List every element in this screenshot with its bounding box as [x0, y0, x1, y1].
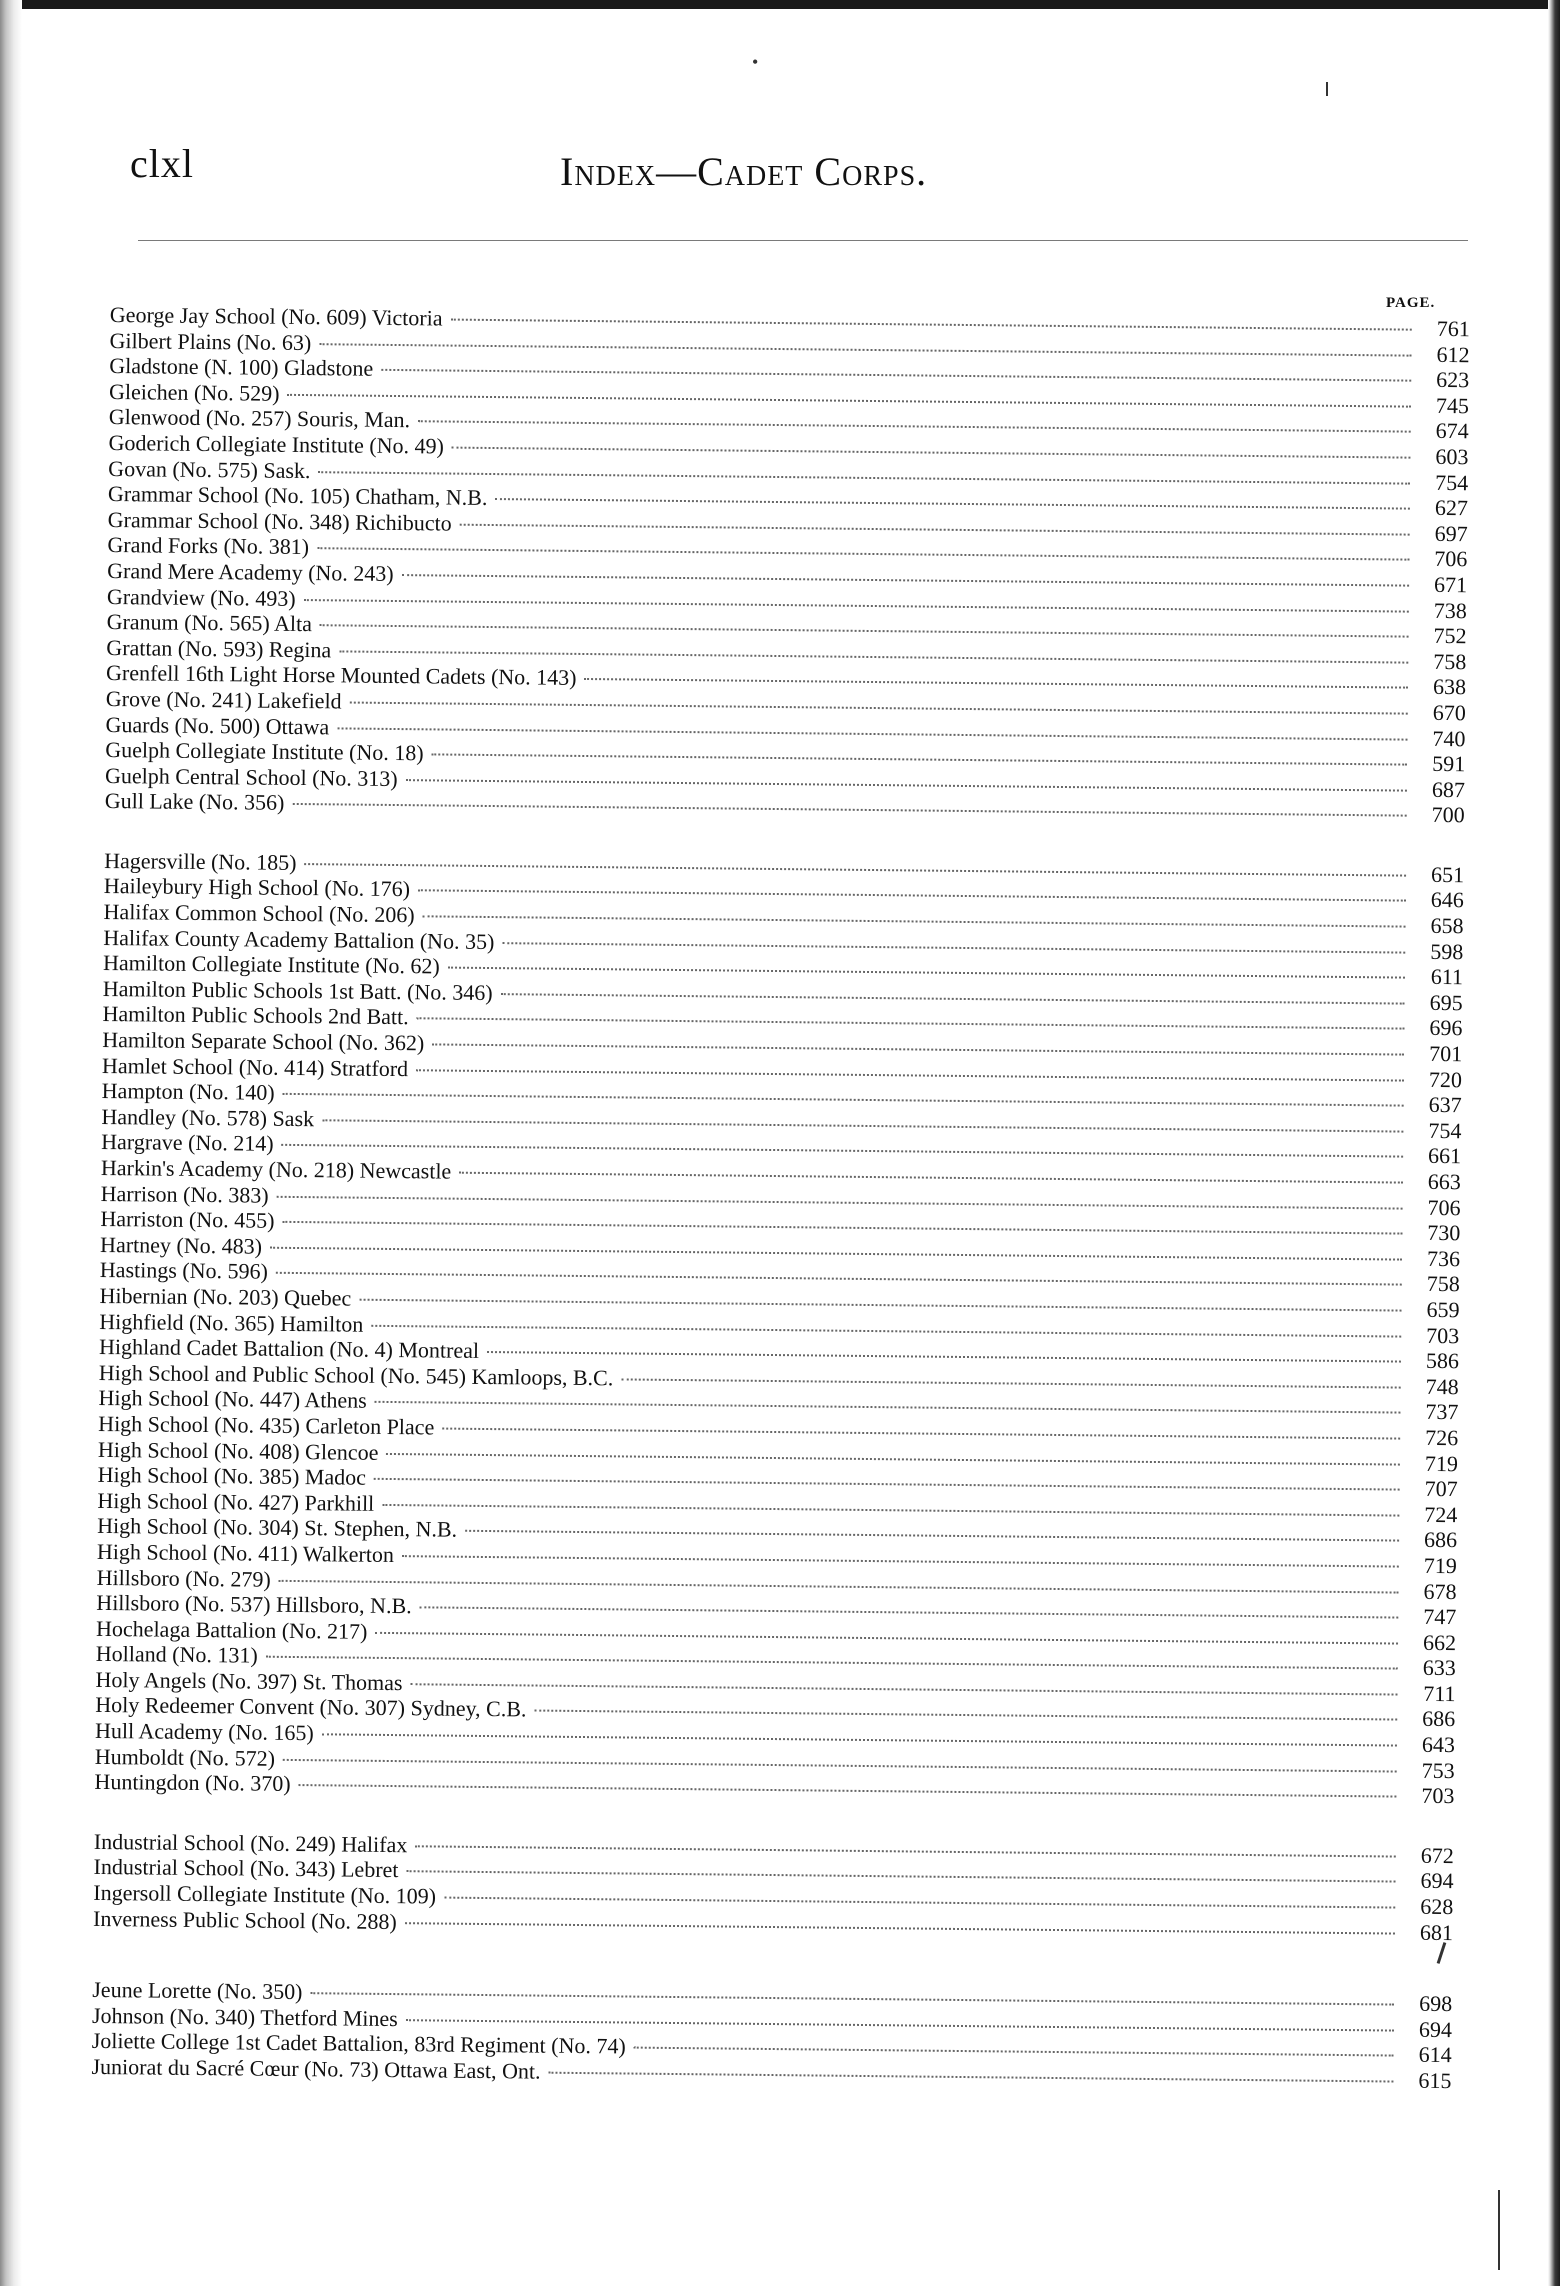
entry-page-number: 678	[1423, 1578, 1457, 1604]
dot-leader	[339, 650, 1408, 663]
entry-name: Juniorat du Sacré Cœur (No. 73) Ottawa East, Ont.	[91, 2053, 541, 2084]
entry-name: Grand Mere Academy (No. 243)	[107, 557, 394, 586]
dot-leader	[452, 447, 1411, 459]
entry-name: Joliette College 1st Cadet Battalion, 83rd Regiment (No. 74)	[91, 2028, 626, 2059]
entry-page-number: 758	[1426, 1271, 1460, 1297]
entry-name: Glenwood (No. 257) Souris, Man.	[108, 404, 411, 433]
entry-page-number: 694	[1420, 1868, 1454, 1894]
entry-page-number: 598	[1430, 938, 1464, 964]
entry-name: High School (No. 435) Carleton Place	[98, 1410, 435, 1440]
dot-leader	[304, 599, 1409, 613]
entry-page-number: 706	[1434, 546, 1468, 572]
dot-leader	[319, 343, 1411, 356]
entry-name: High School (No. 447) Athens	[98, 1385, 367, 1414]
entry-page-number: 754	[1435, 469, 1469, 495]
entry-name: Jeune Lorette (No. 350)	[92, 1977, 303, 2005]
dot-leader	[266, 1656, 1398, 1670]
entry-page-number: 603	[1435, 443, 1469, 470]
dot-leader	[322, 1733, 1397, 1746]
dot-leader	[283, 1759, 1397, 1773]
entry-name: Guelph Collegiate Institute (No. 18)	[105, 737, 424, 766]
entry-name: Grenfell 16th Light Horse Mounted Cadets (No. 143)	[105, 660, 577, 691]
dot-leader	[282, 1144, 1403, 1158]
entry-page-number: 697	[1434, 520, 1468, 546]
entry-name: Holy Redeemer Convent (No. 307) Sydney, C.B.	[95, 1692, 527, 1722]
entry-name: Hamlet School (No. 414) Stratford	[101, 1052, 409, 1081]
entry-name: Govan (No. 575) Sask.	[108, 455, 311, 483]
header-rule	[138, 240, 1468, 241]
entry-name: Harrison (No. 383)	[100, 1180, 269, 1208]
index-group	[105, 302, 1470, 828]
entry-page-number: 627	[1434, 495, 1469, 521]
dot-leader	[337, 727, 1407, 740]
page-number: clxl	[130, 141, 194, 186]
dot-leader	[382, 1504, 1399, 1517]
entry-name: Grammar School (No. 105) Chatham, N.B.	[107, 481, 488, 511]
entry-name: High School and Public School (No. 545) Kamloops, B.C.	[98, 1359, 614, 1391]
entry-page-number: 701	[1429, 1040, 1463, 1067]
entry-name: Hillsboro (No. 537) Hillsboro, N.B.	[96, 1590, 412, 1619]
entry-page-number: 663	[1427, 1168, 1461, 1195]
dot-leader	[411, 1683, 1398, 1695]
dot-leader	[405, 1922, 1395, 1934]
dot-leader	[442, 1427, 1400, 1439]
scan-top-edge	[0, 0, 1560, 9]
entry-name: Holland (No. 131)	[95, 1641, 258, 1668]
entry-page-number: 745	[1435, 392, 1470, 419]
dot-leader	[460, 523, 1410, 535]
entry-page-number: 740	[1432, 725, 1466, 751]
entry-name: Guelph Central School (No. 313)	[104, 762, 398, 791]
entry-name: Grattan (No. 593) Regina	[106, 634, 332, 663]
entry-page-number: 661	[1428, 1143, 1462, 1169]
entry-page-number: 696	[1429, 1015, 1463, 1041]
entry-page-number: 686	[1423, 1527, 1458, 1553]
entry-page-number: 720	[1428, 1066, 1463, 1092]
dot-leader	[444, 1897, 1395, 1909]
dot-leader	[320, 624, 1409, 637]
entry-page-number: 670	[1432, 699, 1466, 726]
entry-name: Industrial School (No. 343) Lebret	[93, 1854, 399, 1883]
page-column-label: PAGE.	[1386, 295, 1436, 311]
dot-leader	[359, 1299, 1401, 1312]
entry-page-number: 707	[1424, 1475, 1458, 1502]
entry-name: Grand Forks (No. 381)	[107, 532, 310, 560]
dot-leader	[487, 1351, 1401, 1363]
dot-leader	[292, 803, 1406, 817]
dot-leader	[287, 394, 1411, 408]
entry-page-number: 646	[1430, 887, 1464, 913]
entry-page-number: 591	[1432, 750, 1466, 777]
dot-leader	[375, 1401, 1401, 1414]
entry-name: Hibernian (No. 203) Quebec	[99, 1282, 352, 1311]
entry-name: Hamilton Collegiate Institute (No. 62)	[102, 950, 440, 979]
entry-page-number: 726	[1425, 1424, 1459, 1451]
dot-leader	[299, 1784, 1397, 1797]
dot-leader	[621, 1378, 1400, 1388]
entry-page-number: 658	[1430, 912, 1464, 939]
entry-page-number: 633	[1422, 1655, 1456, 1681]
entry-page-number: 686	[1422, 1706, 1456, 1732]
dot-leader	[416, 1069, 1404, 1081]
entry-page-number: 719	[1423, 1552, 1457, 1579]
entry-page-number: 672	[1420, 1842, 1454, 1869]
entry-page-number: 724	[1424, 1501, 1458, 1527]
entry-name: Hamilton Separate School (No. 362)	[102, 1026, 425, 1056]
entry-page-number: 753	[1421, 1757, 1455, 1783]
dot-leader	[381, 369, 1411, 382]
entry-name: Gilbert Plains (No. 63)	[109, 327, 312, 355]
dot-leader	[465, 1530, 1399, 1542]
entry-page-number: 700	[1431, 802, 1465, 828]
entry-name: Goderich Collegiate Institute (No. 49)	[108, 429, 445, 459]
entry-name: Grove (No. 241) Lakefield	[105, 685, 342, 714]
entry-name: Hull Academy (No. 165)	[94, 1717, 314, 1746]
entry-name: Hamilton Public Schools 1st Batt. (No. 346)	[102, 975, 493, 1005]
entry-page-number: 651	[1430, 861, 1465, 888]
entry-name: Highfield (No. 365) Hamilton	[99, 1308, 364, 1337]
entry-page-number: 703	[1426, 1322, 1460, 1348]
entry-page-number: 615	[1418, 2067, 1452, 2094]
entry-name: Gladstone (N. 100) Gladstone	[109, 353, 374, 381]
scan-right-edge	[1548, 0, 1560, 2286]
dot-leader	[277, 1195, 1403, 1209]
dot-leader	[501, 993, 1405, 1004]
entry-page-number: 698	[1419, 1991, 1453, 2017]
index-list	[91, 302, 1470, 2094]
entry-name: Hamilton Public Schools 2nd Batt.	[102, 1001, 409, 1030]
dot-leader	[634, 2047, 1394, 2057]
dot-leader	[406, 2019, 1394, 2031]
entry-page-number: 736	[1426, 1245, 1461, 1271]
dot-leader	[318, 471, 1410, 484]
entry-name: Holy Angels (No. 397) St. Thomas	[95, 1666, 403, 1696]
entry-name: Hagersville (No. 185)	[104, 847, 297, 875]
dot-leader	[310, 1992, 1394, 2005]
entry-page-number: 659	[1426, 1296, 1460, 1323]
entry-page-number: 711	[1423, 1680, 1456, 1707]
dot-leader	[420, 1606, 1399, 1618]
dot-leader	[406, 1871, 1395, 1883]
scan-tick	[1326, 82, 1328, 96]
entry-page-number: 637	[1428, 1092, 1462, 1118]
scan-tick-bottom	[1498, 2190, 1500, 2270]
entry-name: Grammar School (No. 348) Richibucto	[107, 506, 452, 536]
dot-leader	[418, 890, 1406, 902]
dot-leader	[415, 1845, 1396, 1857]
entry-name: Inverness Public School (No. 288)	[92, 1905, 397, 1934]
entry-name: Highland Cadet Battalion (No. 4) Montreal	[98, 1334, 480, 1364]
entry-name: Industrial School (No. 249) Halifax	[93, 1828, 408, 1858]
entry-page-number: 687	[1431, 776, 1466, 802]
index-group	[94, 848, 1464, 1809]
entry-name: Handley (No. 578) Sask	[101, 1103, 315, 1131]
entry-page-number: 674	[1435, 418, 1469, 444]
dot-leader	[549, 2072, 1394, 2083]
entry-page-number: 612	[1436, 341, 1470, 367]
page-title: Index—Cadet Corps.	[560, 149, 928, 194]
dot-leader	[283, 1093, 1404, 1107]
entry-name: Johnson (No. 340) Thetford Mines	[91, 2002, 398, 2031]
dot-leader	[417, 1018, 1405, 1030]
entry-name: High School (No. 304) St. Stephen, N.B.	[97, 1513, 458, 1543]
entry-name: Harriston (No. 455)	[100, 1206, 275, 1233]
entry-name: Halifax County Academy Battalion (No. 35)	[103, 924, 495, 954]
dot-leader	[386, 1452, 1400, 1465]
entry-name: Ingersoll Collegiate Institute (No. 109)	[93, 1879, 437, 1909]
entry-page-number: 737	[1425, 1399, 1459, 1425]
dot-leader	[406, 779, 1407, 791]
entry-name: High School (No. 408) Glencoe	[97, 1436, 379, 1465]
dot-leader	[448, 967, 1405, 979]
dot-leader	[432, 1043, 1404, 1055]
dot-leader	[495, 498, 1410, 510]
dot-leader	[350, 701, 1408, 714]
dot-leader	[585, 678, 1409, 689]
entry-name: Halifax Common School (No. 206)	[103, 899, 415, 928]
entry-page-number: 761	[1436, 315, 1470, 342]
entry-name: George Jay School (No. 609) Victoria	[109, 302, 443, 331]
entry-page-number: 694	[1418, 2016, 1453, 2042]
entry-page-number: 706	[1427, 1194, 1461, 1220]
dot-leader	[305, 863, 1407, 877]
dot-leader	[317, 548, 1409, 561]
dot-leader	[270, 1247, 1402, 1261]
entry-page-number: 623	[1436, 367, 1470, 393]
dot-leader	[371, 1324, 1401, 1337]
dot-leader	[502, 942, 1405, 953]
entry-name: Hargrave (No. 214)	[101, 1129, 274, 1157]
entry-page-number: 695	[1429, 989, 1463, 1016]
entry-page-number: 738	[1433, 597, 1467, 623]
entry-name: Haileybury High School (No. 176)	[103, 873, 411, 902]
entry-name: Harkin's Academy (No. 218) Newcastle	[100, 1154, 452, 1184]
scan-speck: •	[752, 52, 759, 72]
dot-leader	[375, 1632, 1398, 1645]
dot-leader	[418, 421, 1411, 433]
entry-name: Gleichen (No. 529)	[108, 378, 280, 406]
entry-name: Grandview (No. 493)	[106, 583, 296, 611]
entry-name: Granum (No. 565) Alta	[106, 609, 313, 637]
entry-page-number: 586	[1425, 1347, 1460, 1374]
entry-page-number: 752	[1433, 623, 1467, 649]
scan-left-edge	[0, 0, 22, 2286]
entry-name: High School (No. 385) Madoc	[97, 1462, 367, 1490]
entry-page-number: 730	[1427, 1220, 1461, 1246]
entry-page-number: 703	[1421, 1783, 1455, 1809]
dot-leader	[451, 319, 1412, 331]
dot-leader	[276, 1272, 1402, 1286]
entry-page-number: 662	[1422, 1629, 1457, 1655]
entry-page-number: 681	[1419, 1919, 1454, 1945]
dot-leader	[322, 1119, 1403, 1132]
dot-leader	[283, 1221, 1403, 1235]
entry-page-number: 638	[1432, 674, 1467, 700]
dot-leader	[534, 1710, 1397, 1721]
entry-page-number: 754	[1428, 1117, 1462, 1144]
dot-leader	[432, 753, 1408, 765]
dot-leader	[279, 1579, 1399, 1593]
dot-leader	[423, 915, 1406, 927]
dot-leader	[402, 1555, 1399, 1567]
entry-name: Hampton (No. 140)	[101, 1078, 275, 1105]
dot-leader	[402, 574, 1409, 587]
entry-name: Hillsboro (No. 279)	[96, 1564, 271, 1592]
entry-name: High School (No. 427) Parkhill	[97, 1487, 375, 1516]
entry-page-number: 611	[1430, 964, 1464, 990]
dot-leader	[459, 1172, 1403, 1184]
entry-page-number: 643	[1421, 1731, 1456, 1758]
dot-leader	[374, 1478, 1400, 1491]
entry-name: High School (No. 411) Walkerton	[96, 1538, 395, 1567]
entry-page-number: 671	[1433, 571, 1468, 598]
entry-page-number: 719	[1424, 1450, 1459, 1476]
entry-page-number: 748	[1425, 1373, 1459, 1399]
index-group	[91, 1977, 1452, 2094]
entry-name: Hastings (No. 596)	[99, 1257, 269, 1285]
index-group	[93, 1829, 1454, 1946]
entry-name: Huntingdon (No. 370)	[94, 1769, 291, 1797]
entry-name: Hartney (No. 483)	[100, 1231, 263, 1259]
entry-name: Gull Lake (No. 356)	[104, 788, 285, 816]
entry-page-number: 747	[1423, 1603, 1457, 1630]
entry-page-number: 758	[1433, 648, 1467, 674]
entry-name: Hochelaga Battalion (No. 217)	[95, 1615, 368, 1644]
entry-name: Humboldt (No. 572)	[94, 1743, 276, 1771]
entry-page-number: 614	[1418, 2042, 1452, 2068]
entry-name: Guards (No. 500) Ottawa	[105, 711, 330, 739]
entry-page-number: 628	[1420, 1893, 1454, 1920]
